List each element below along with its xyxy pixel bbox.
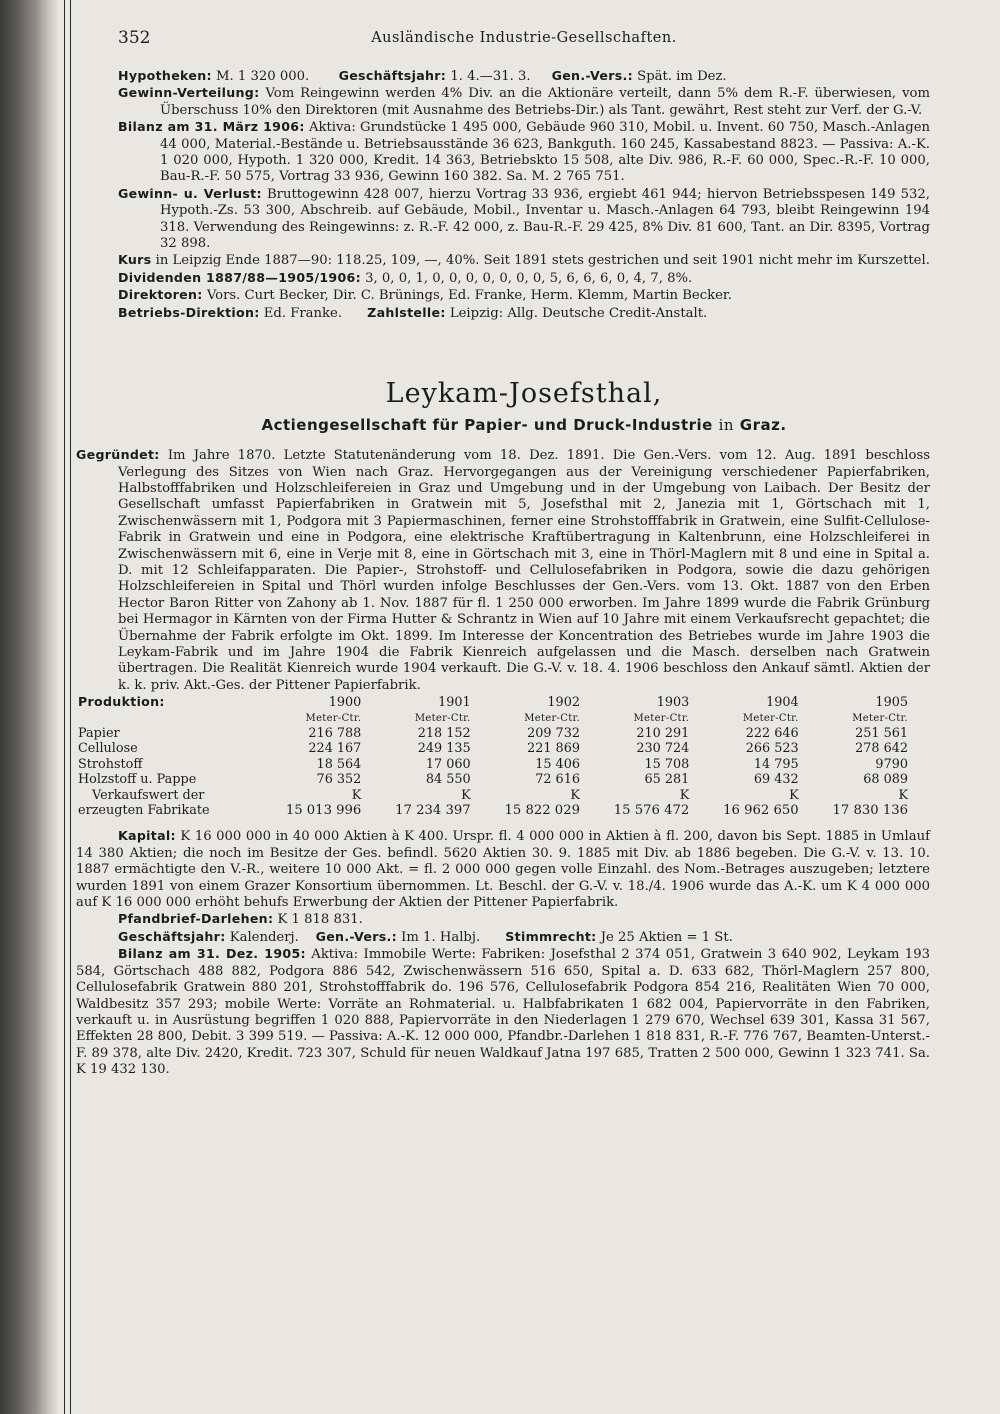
- stimmrecht-label: Stimmrecht:: [505, 928, 597, 944]
- table-cell: 76 352: [316, 772, 362, 788]
- unit-cell: Meter-Ctr.: [852, 712, 908, 724]
- leykam-section: [76, 447, 930, 1078]
- row-label: Papier: [78, 726, 120, 741]
- table-cell: 210 291: [636, 726, 690, 741]
- geschaeftsjahr-label: Geschäftsjahr:: [338, 68, 447, 83]
- gegruendet-label: Gegründet:: [76, 447, 160, 463]
- year-cell: 1900: [328, 694, 362, 710]
- betriebs-direktion-label: Betriebs-Direktion:: [118, 304, 260, 320]
- table-cell: 72 616: [535, 772, 580, 788]
- produktion-table: [78, 694, 908, 818]
- pfandbrief-label: Pfandbrief-Darlehen:: [118, 911, 274, 927]
- direktoren-text: Vors. Curt Becker, Dir. C. Brünings, Ed. Franke, Herm. Klemm, Martin Becker.: [206, 288, 732, 304]
- bilanz-1905-paragraph: [76, 946, 930, 1078]
- table-row: [78, 757, 908, 772]
- subtitle-city: Graz.: [739, 416, 787, 435]
- table-cell: 15 576 472: [613, 803, 690, 819]
- hypotheken-value: M. 1 320 000.: [216, 69, 310, 84]
- produktion-year-row: [78, 694, 908, 710]
- gen-vers-value: Im 1. Halbj.: [401, 929, 481, 945]
- currency-cell: K: [351, 787, 362, 803]
- prev-direktoren: [118, 287, 930, 304]
- pfandbrief-line: [118, 911, 930, 928]
- company-name: Leykam-Josefsthal,: [385, 378, 663, 410]
- prev-kurs: [118, 252, 930, 269]
- table-cell: 251 561: [855, 726, 908, 741]
- table-cell: 17 060: [425, 756, 471, 772]
- gewinn-verlust-text: Bruttogewinn 428 007, hierzu Vortrag 33 936, ergiebt 461 944; hiervon Betriebsspesen 149 532, Hypoth.-Zs. 53 300, Abschreib. auf Gebäude, Mobil., Inventar u. Masch.-Anlagen 64 793, bleibt Reingewinn 194 318. Verwendung des Reingewinns: z. R.-F. 42 000, z. Bau-R.-F. 29 425, 8% Div. 81 600, Tant. an Dir. 8395, Vortrag 32 898.: [160, 186, 930, 252]
- gegruendet-text: Im Jahre 1870. Letzte Statutenänderung vom 18. Dez. 1891. Die Gen.-Vers. vom 12. Aug. 1891 beschloss Verlegung des Sitzes von Wien nach Graz. Hervorgegangen aus der Vereinigung verschiedener Papierfabriken, Halbstofffabriken und Holzschleifereien in Graz und Umgebung und in der Umgebung von Laibach. Der Besitz der Gesellschaft umfasst Papierfabriken in Gratwein mit 5, Josefsthal mit 2, Janezia mit 1, Görtschach mit 1, Zwischenwässern mit 1, Podgora mit 3 Papiermaschinen, ferner eine Strohstofffabrik in Gratwein, eine Sulfit-Cellulose-Fabrik in Gratwein und eine in Podgora, eine elektrische Kraftübertragung in Kaltenbrunn, eine Holzschleiferei in Zwischenwässern mit 6, eine in Verje mit 8, eine in Görtschach mit 3, eine in Thörl-Maglern mit 8 und eine in Spital a. D. mit 12 Schleifapparaten. Die Papier-, Strohstoff- und Cellulosefabriken in Podgora, sowie die dazu gehörigen Holzschleifereien in Spital und Thörl wurden infolge Beschlusses der Gen.-Vers. vom 13. Okt. 1887 von den Erben Hector Baron Ritter von Zahony ab 1. Nov. 1887 für fl. 1 250 000 erworben. Im Jahre 1899 wurde die Fabrik Grünburg bei Hermagor in Kärnten von der Firma Hutter & Schrantz in Wien auf 10 Jahre mit einem Verkaufsrecht gepachtet; die Übernahme der Fabrik erfolgte im Okt. 1899. Im Interesse der Koncentration des Betriebes wurde im Jahre 1903 die Leykam-Fabrik und im Jahre 1904 die Fabrik Kienreich aufgelassen und die Masch. derselben nach Gratwein übertragen. Die Realität Kienreich wurde 1904 verkauft. Die G.-V. v. 18. 4. 1906 beschloss den Ankauf sämtl. Aktien der k. k. priv. Akt.-Ges. der Pittener Papierfabrik.: [118, 448, 930, 693]
- subtitle-main: Actiengesellschaft für Papier- und Druck-Industrie: [261, 416, 713, 435]
- gegruendet-paragraph: [76, 447, 930, 694]
- geschaeftsjahr-line: [118, 929, 930, 946]
- dividenden-text: 3, 0, 0, 1, 0, 0, 0, 0, 0, 0, 0, 5, 6, 6, 6, 0, 4, 7, 8%.: [365, 270, 693, 286]
- table-cell: 15 822 029: [504, 803, 580, 819]
- geschaeftsjahr-value: 1. 4.—31. 3.: [450, 69, 531, 84]
- table-cell: 84 550: [425, 772, 471, 788]
- currency-cell: K: [789, 787, 799, 803]
- kapital-text: K 16 000 000 in 40 000 Aktien à K 400. Urspr. fl. 4 000 000 in Aktien à fl. 200, davon bis Sept. 1885 in Umlauf 14 380 Aktien; die noch im Besitze der Ges. befindl. 5620 Aktien 30. 9. 1885 mit Div. ab 1886 begeben. Die G.-V. v. 13. 10. 1887 ermächtigte den V.-R., weitere 10 000 Akt. = fl. 2 000 000 gegen volle Einzahl. des Nom.-Betrages auszugeben; letztere wurden 1891 von einem Grazer Konsortium übernommen. Lt. Beschl. der G.-V. v. 18./4. 1906 wurde das A.-K. um K 4 000 000 auf K 16 000 000 erhöht behufs Erwerbung der Aktien der Pittener Papierfabrik.: [76, 829, 930, 911]
- zahlstelle-text: Leipzig: Allg. Deutsche Credit-Anstalt.: [449, 305, 708, 321]
- geschaeftsjahr-label: Geschäftsjahr:: [118, 928, 226, 944]
- gewinn-verlust-label: Gewinn- u. Verlust:: [118, 185, 262, 201]
- verkaufswert-currency-row: [78, 788, 908, 803]
- row-label: Holzstoff u. Pappe: [78, 772, 197, 788]
- zahlstelle-label: Zahlstelle:: [367, 304, 446, 320]
- hypotheken-label: Hypotheken:: [118, 68, 212, 83]
- table-cell: 65 281: [644, 772, 690, 788]
- table-cell: 221 869: [527, 741, 580, 757]
- prev-hypotheken-line: [118, 68, 930, 85]
- table-cell: 266 523: [745, 741, 799, 757]
- page-body: [76, 28, 930, 1079]
- subtitle-in: in: [718, 416, 735, 435]
- prev-dividenden: [118, 270, 930, 287]
- table-row: [78, 741, 908, 756]
- bilanz-label: Bilanz am 31. März 1906:: [118, 119, 305, 135]
- currency-cell: K: [898, 787, 908, 803]
- kurs-text: in Leipzig Ende 1887—90: 118.25, 109, —, 40%. Seit 1891 stets gestrichen und seit 1901 nicht mehr im Kurszettel.: [155, 253, 930, 269]
- verkaufswert-row: [78, 803, 908, 818]
- kapital-label: Kapital:: [118, 828, 176, 844]
- table-cell: 278 642: [855, 741, 908, 757]
- table-cell: 18 564: [316, 756, 362, 772]
- geschaeftsjahr-value: Kalenderj.: [229, 929, 299, 945]
- gen-vers-value: Spät. im Dez.: [637, 69, 727, 84]
- table-cell: 230 724: [636, 741, 690, 757]
- page-number: 352: [118, 28, 151, 48]
- betriebs-direktion-text: Ed. Franke.: [263, 305, 343, 321]
- direktoren-label: Direktoren:: [118, 287, 203, 303]
- table-row: [78, 772, 908, 787]
- prev-gewinn-verteilung: [118, 85, 930, 119]
- gewinn-verteilung-label: Gewinn-Verteilung:: [118, 85, 260, 101]
- table-cell: 209 732: [527, 726, 580, 741]
- produktion-unit-row: [78, 711, 908, 726]
- table-cell: 222 646: [745, 726, 799, 741]
- currency-cell: K: [461, 787, 471, 803]
- row-label: Strohstoff: [78, 756, 143, 772]
- year-cell: 1904: [766, 694, 799, 710]
- year-cell: 1905: [875, 694, 908, 710]
- year-cell: 1901: [438, 694, 471, 710]
- gen-vers-label: Gen.-Vers.:: [315, 928, 397, 944]
- unit-cell: Meter-Ctr.: [305, 712, 362, 724]
- bilanz-text: Aktiva: Immobile Werte: Fabriken: Josefsthal 2 374 051, Gratwein 3 640 902, Leykam 193 584, Görtschach 488 882, Podgora 886 542, Zwischenwässern 516 650, Spital a. D. 633 682, Thörl-Maglern 257 800, Cellulosefabrik Gratwein 880 201, Strohstofffabrik do. 196 576, Cellulosefabrik Podgora 854 216, Realitäten Wien 70 000, Waldbesitz 357 293; mobile Werte: Vorräte an Rohmaterial. u. Halbfabrikaten 1 682 004, Papiervorräte in den Fabriken, verkauft u. in Ausrüstung begriffen 1 020 888, Papiervorräte in den Niederlagen 1 279 670, Wechsel 639 301, Kassa 31 567, Effekten 28 800, Debit. 3 399 519. — Passiva: A.-K. 12 000 000, Pfandbr.-Darlehen 1 818 831, R.-F. 776 767, Beamten-Unterst.-F. 89 378, alte Div. 2420, Kredit. 723 307, Schuld für neuen Waldkauf Jatna 197 685, Tratten 2 500 000, Gewinn 1 323 741. Sa. K 19 432 130.: [76, 947, 930, 1078]
- prev-bilanz: [118, 119, 930, 186]
- pfandbrief-value: K 1 818 831.: [277, 912, 363, 928]
- table-cell: 69 432: [753, 772, 799, 788]
- book-binding-gutter: [0, 0, 58, 1414]
- year-cell: 1902: [547, 694, 580, 710]
- table-cell: 15 013 996: [285, 803, 362, 819]
- produktion-label: Produktion:: [78, 694, 165, 710]
- year-cell: 1903: [656, 694, 690, 710]
- table-cell: 16 962 650: [723, 803, 799, 819]
- table-cell: 15 406: [535, 756, 580, 772]
- gewinn-verteilung-text: Vom Reingewinn werden 4% Div. an die Aktionäre verteilt, dann 5% dem R.-F. überwiesen, vom Überschuss 10% den Direktoren (mit Ausnahme des Betriebs-Dir.) als Tant. gewährt, Rest steht zur Verf. der G.-V.: [160, 86, 930, 118]
- unit-cell: Meter-Ctr.: [742, 712, 799, 724]
- kurs-label: Kurs: [118, 252, 152, 268]
- unit-cell: Meter-Ctr.: [524, 712, 580, 724]
- table-cell: 17 234 397: [395, 803, 471, 819]
- table-cell: 68 089: [863, 772, 908, 788]
- running-header: [118, 30, 930, 56]
- bilanz-text: Aktiva: Grundstücke 1 495 000, Gebäude 960 310, Mobil. u. Invent. 60 750, Masch.-Anlagen 44 000, Material.-Bestände u. Betriebsausstände 36 623, Bankguth. 160 245, Kassabestand 8823. — Passiva: A.-K. 1 020 000, Hypoth. 1 320 000, Kredit. 14 363, Betriebskto 15 508, alte Div. 986, R.-F. 60 000, Spec.-R.-F. 10 000, Bau-R.-F. 50 575, Vortrag 33 936, Gewinn 160 382. Sa. M. 2 765 751.: [160, 120, 930, 185]
- prev-gewinn-verlust: [118, 186, 930, 253]
- prev-betriebs-direktion: [118, 305, 930, 322]
- gutter-edge-line: [64, 0, 65, 1414]
- unit-cell: Meter-Ctr.: [633, 712, 690, 724]
- row-label: erzeugten Fabrikate: [78, 803, 210, 819]
- table-cell: 14 795: [753, 756, 799, 772]
- currency-cell: K: [679, 787, 690, 803]
- dividenden-label: Dividenden 1887/88—1905/1906:: [118, 269, 361, 285]
- row-label: Verkaufswert der: [92, 787, 205, 803]
- gen-vers-label: Gen.-Vers.:: [551, 68, 633, 83]
- table-cell: 9790: [875, 756, 908, 772]
- table-cell: 224 167: [308, 741, 362, 757]
- bilanz-label: Bilanz am 31. Dez. 1905:: [118, 946, 306, 962]
- row-label: Cellulose: [78, 741, 138, 757]
- table-cell: 15 708: [644, 756, 690, 772]
- unit-cell: Meter-Ctr.: [414, 712, 471, 724]
- gutter-edge-line: [70, 0, 71, 1414]
- company-subtitle: [118, 416, 930, 435]
- table-row: [78, 726, 908, 741]
- kapital-paragraph: [76, 828, 930, 911]
- currency-cell: K: [570, 787, 580, 803]
- table-cell: 17 830 136: [832, 803, 908, 819]
- table-cell: 216 788: [308, 726, 362, 741]
- stimmrecht-value: Je 25 Aktien = 1 St.: [600, 929, 733, 945]
- running-title: Ausländische Industrie-Gesellschaften.: [371, 30, 677, 46]
- table-cell: 249 135: [417, 741, 471, 757]
- table-cell: 218 152: [417, 726, 471, 741]
